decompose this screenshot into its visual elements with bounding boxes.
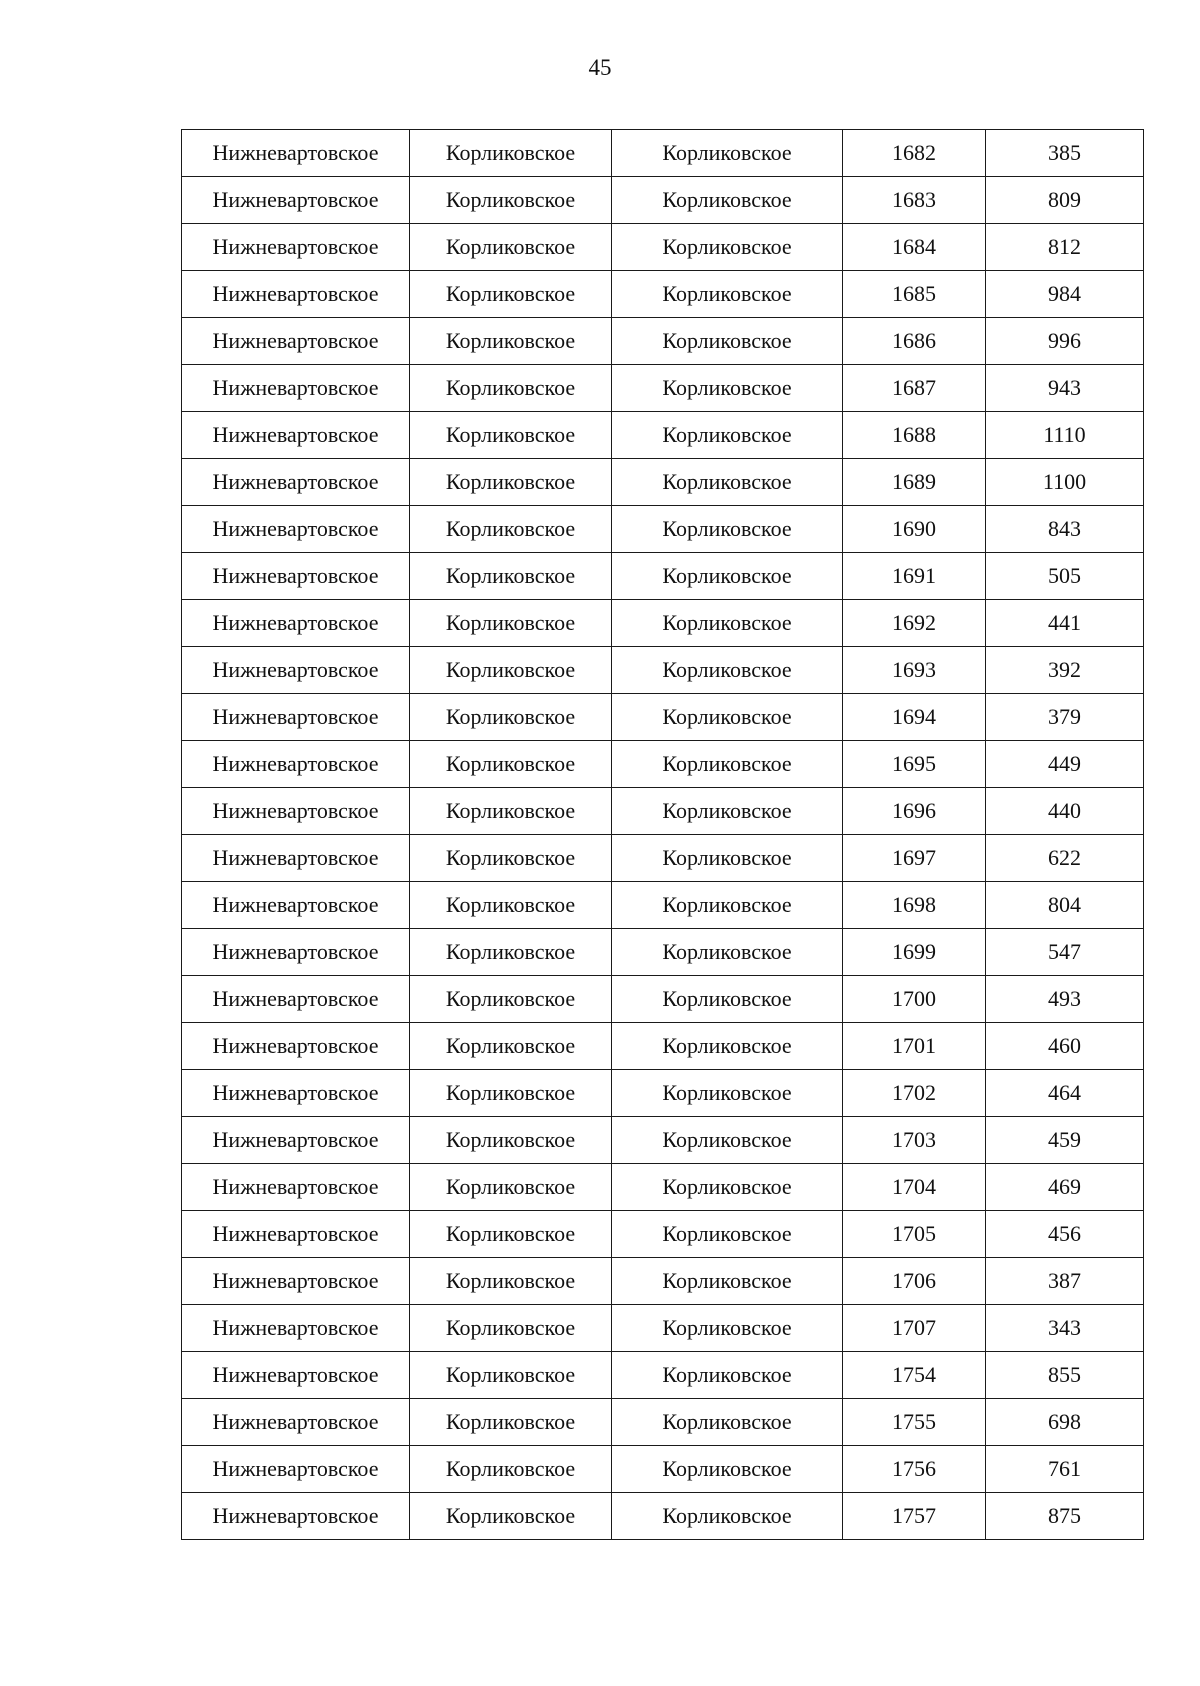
table-row (182, 835, 1144, 882)
table-cell-deposit: Корликовское (612, 600, 843, 647)
table-row (182, 1352, 1144, 1399)
table-cell-field: Корликовское (410, 1399, 612, 1446)
table-cell-region: Нижневартовское (182, 130, 410, 177)
table-cell-deposit: Корликовское (612, 271, 843, 318)
table-cell-value: 547 (986, 929, 1144, 976)
table-cell-code: 1699 (843, 929, 986, 976)
table-row (182, 929, 1144, 976)
table-cell-deposit: Корликовское (612, 1446, 843, 1493)
table-cell-value: 469 (986, 1164, 1144, 1211)
table-cell-value: 459 (986, 1117, 1144, 1164)
page-number: 45 (588, 55, 612, 80)
table-cell-value: 493 (986, 976, 1144, 1023)
table-cell-code: 1691 (843, 553, 986, 600)
table-cell-code: 1685 (843, 271, 986, 318)
table-cell-deposit: Корликовское (612, 882, 843, 929)
table-cell-deposit: Корликовское (612, 553, 843, 600)
table-cell-code: 1690 (843, 506, 986, 553)
data-table-container (181, 129, 1143, 1540)
table-cell-code: 1704 (843, 1164, 986, 1211)
table-cell-code: 1692 (843, 600, 986, 647)
table-cell-field: Корликовское (410, 694, 612, 741)
table-cell-value: 387 (986, 1258, 1144, 1305)
table-cell-field: Корликовское (410, 459, 612, 506)
table-cell-code: 1757 (843, 1493, 986, 1540)
table-cell-region: Нижневартовское (182, 741, 410, 788)
table-cell-region: Нижневартовское (182, 1305, 410, 1352)
table-cell-value: 984 (986, 271, 1144, 318)
table-row (182, 976, 1144, 1023)
table-row (182, 1070, 1144, 1117)
table-cell-field: Корликовское (410, 835, 612, 882)
table-cell-field: Корликовское (410, 929, 612, 976)
table-cell-value: 1110 (986, 412, 1144, 459)
table-cell-value: 943 (986, 365, 1144, 412)
table-cell-field: Корликовское (410, 1164, 612, 1211)
table-row (182, 1164, 1144, 1211)
table-row (182, 506, 1144, 553)
table-cell-code: 1754 (843, 1352, 986, 1399)
table-cell-field: Корликовское (410, 1117, 612, 1164)
table-cell-field: Корликовское (410, 1493, 612, 1540)
table-cell-field: Корликовское (410, 788, 612, 835)
table-cell-region: Нижневартовское (182, 177, 410, 224)
table-cell-deposit: Корликовское (612, 1305, 843, 1352)
table-cell-deposit: Корликовское (612, 835, 843, 882)
table-cell-region: Нижневартовское (182, 1023, 410, 1070)
table-cell-code: 1683 (843, 177, 986, 224)
table-cell-value: 812 (986, 224, 1144, 271)
table-cell-field: Корликовское (410, 506, 612, 553)
table-cell-region: Нижневартовское (182, 1070, 410, 1117)
table-cell-region: Нижневартовское (182, 929, 410, 976)
table-row (182, 271, 1144, 318)
table-row (182, 1399, 1144, 1446)
table-cell-field: Корликовское (410, 365, 612, 412)
table-cell-deposit: Корликовское (612, 365, 843, 412)
table-cell-code: 1702 (843, 1070, 986, 1117)
table-row (182, 1305, 1144, 1352)
table-cell-code: 1700 (843, 976, 986, 1023)
table-cell-region: Нижневартовское (182, 553, 410, 600)
table-cell-code: 1756 (843, 1446, 986, 1493)
table-cell-value: 379 (986, 694, 1144, 741)
table-cell-value: 875 (986, 1493, 1144, 1540)
table-row (182, 882, 1144, 929)
table-cell-value: 385 (986, 130, 1144, 177)
table-row (182, 1023, 1144, 1070)
table-cell-code: 1687 (843, 365, 986, 412)
table-cell-value: 343 (986, 1305, 1144, 1352)
table-row (182, 647, 1144, 694)
table-cell-field: Корликовское (410, 1023, 612, 1070)
table-cell-field: Корликовское (410, 224, 612, 271)
table-cell-deposit: Корликовское (612, 741, 843, 788)
table-cell-value: 392 (986, 647, 1144, 694)
table-row (182, 459, 1144, 506)
table-cell-value: 440 (986, 788, 1144, 835)
table-cell-value: 464 (986, 1070, 1144, 1117)
table-cell-region: Нижневартовское (182, 600, 410, 647)
table-cell-code: 1693 (843, 647, 986, 694)
table-cell-value: 698 (986, 1399, 1144, 1446)
table-cell-code: 1695 (843, 741, 986, 788)
table-cell-value: 622 (986, 835, 1144, 882)
table-cell-code: 1707 (843, 1305, 986, 1352)
table-cell-code: 1705 (843, 1211, 986, 1258)
table-cell-value: 843 (986, 506, 1144, 553)
table-cell-code: 1686 (843, 318, 986, 365)
table-cell-deposit: Корликовское (612, 130, 843, 177)
table-cell-region: Нижневартовское (182, 647, 410, 694)
table-body (182, 130, 1144, 1540)
table-row (182, 741, 1144, 788)
table-cell-field: Корликовское (410, 177, 612, 224)
table-cell-region: Нижневартовское (182, 1164, 410, 1211)
table-cell-code: 1697 (843, 835, 986, 882)
table-cell-deposit: Корликовское (612, 1211, 843, 1258)
table-cell-region: Нижневартовское (182, 835, 410, 882)
table-cell-value: 449 (986, 741, 1144, 788)
table-cell-deposit: Корликовское (612, 1399, 843, 1446)
table-cell-deposit: Корликовское (612, 459, 843, 506)
table-cell-deposit: Корликовское (612, 1117, 843, 1164)
table-cell-field: Корликовское (410, 1352, 612, 1399)
table-cell-value: 456 (986, 1211, 1144, 1258)
table-cell-region: Нижневартовское (182, 1258, 410, 1305)
table-cell-code: 1706 (843, 1258, 986, 1305)
table-row (182, 1446, 1144, 1493)
table-cell-field: Корликовское (410, 1211, 612, 1258)
table-cell-deposit: Корликовское (612, 506, 843, 553)
table-cell-field: Корликовское (410, 553, 612, 600)
table-cell-region: Нижневартовское (182, 1117, 410, 1164)
table-row (182, 1117, 1144, 1164)
table-cell-field: Корликовское (410, 647, 612, 694)
table-cell-region: Нижневартовское (182, 271, 410, 318)
table-cell-code: 1684 (843, 224, 986, 271)
table-cell-field: Корликовское (410, 1446, 612, 1493)
table-cell-deposit: Корликовское (612, 412, 843, 459)
table-row (182, 600, 1144, 647)
table-cell-region: Нижневартовское (182, 318, 410, 365)
table-cell-region: Нижневартовское (182, 459, 410, 506)
table-cell-code: 1755 (843, 1399, 986, 1446)
table-cell-region: Нижневартовское (182, 412, 410, 459)
table-cell-deposit: Корликовское (612, 224, 843, 271)
table-row (182, 177, 1144, 224)
table-cell-region: Нижневартовское (182, 1211, 410, 1258)
table-cell-field: Корликовское (410, 1070, 612, 1117)
table-cell-field: Корликовское (410, 1258, 612, 1305)
table-row (182, 130, 1144, 177)
table-cell-deposit: Корликовское (612, 694, 843, 741)
data-table (181, 129, 1144, 1540)
table-cell-region: Нижневартовское (182, 1493, 410, 1540)
table-row (182, 788, 1144, 835)
table-row (182, 1258, 1144, 1305)
table-cell-field: Корликовское (410, 882, 612, 929)
table-row (182, 1493, 1144, 1540)
table-cell-deposit: Корликовское (612, 1023, 843, 1070)
table-cell-code: 1694 (843, 694, 986, 741)
table-row (182, 553, 1144, 600)
table-cell-region: Нижневартовское (182, 976, 410, 1023)
table-cell-deposit: Корликовское (612, 1258, 843, 1305)
table-cell-field: Корликовское (410, 318, 612, 365)
table-cell-value: 1100 (986, 459, 1144, 506)
table-cell-deposit: Корликовское (612, 1070, 843, 1117)
table-cell-value: 441 (986, 600, 1144, 647)
table-row (182, 694, 1144, 741)
table-cell-region: Нижневартовское (182, 365, 410, 412)
table-cell-deposit: Корликовское (612, 1493, 843, 1540)
table-cell-code: 1698 (843, 882, 986, 929)
table-cell-value: 809 (986, 177, 1144, 224)
table-cell-region: Нижневартовское (182, 694, 410, 741)
table-row (182, 224, 1144, 271)
table-cell-region: Нижневартовское (182, 1399, 410, 1446)
table-cell-value: 505 (986, 553, 1144, 600)
table-cell-deposit: Корликовское (612, 788, 843, 835)
table-cell-field: Корликовское (410, 130, 612, 177)
table-cell-deposit: Корликовское (612, 318, 843, 365)
table-cell-field: Корликовское (410, 976, 612, 1023)
table-cell-region: Нижневартовское (182, 506, 410, 553)
table-cell-deposit: Корликовское (612, 647, 843, 694)
table-cell-value: 460 (986, 1023, 1144, 1070)
table-cell-code: 1688 (843, 412, 986, 459)
table-cell-field: Корликовское (410, 412, 612, 459)
table-cell-region: Нижневартовское (182, 1352, 410, 1399)
table-row (182, 1211, 1144, 1258)
table-cell-code: 1703 (843, 1117, 986, 1164)
table-cell-value: 804 (986, 882, 1144, 929)
table-cell-region: Нижневартовское (182, 788, 410, 835)
table-cell-deposit: Корликовское (612, 976, 843, 1023)
table-cell-field: Корликовское (410, 1305, 612, 1352)
table-row (182, 318, 1144, 365)
table-cell-field: Корликовское (410, 741, 612, 788)
table-cell-region: Нижневартовское (182, 882, 410, 929)
table-cell-value: 855 (986, 1352, 1144, 1399)
table-cell-value: 996 (986, 318, 1144, 365)
table-cell-field: Корликовское (410, 600, 612, 647)
table-cell-code: 1696 (843, 788, 986, 835)
table-cell-region: Нижневартовское (182, 1446, 410, 1493)
table-cell-field: Корликовское (410, 271, 612, 318)
table-cell-region: Нижневартовское (182, 224, 410, 271)
table-cell-code: 1701 (843, 1023, 986, 1070)
table-row (182, 412, 1144, 459)
table-cell-code: 1689 (843, 459, 986, 506)
table-cell-code: 1682 (843, 130, 986, 177)
table-cell-deposit: Корликовское (612, 929, 843, 976)
table-cell-deposit: Корликовское (612, 1352, 843, 1399)
table-row (182, 365, 1144, 412)
table-cell-value: 761 (986, 1446, 1144, 1493)
table-cell-deposit: Корликовское (612, 177, 843, 224)
table-cell-deposit: Корликовское (612, 1164, 843, 1211)
